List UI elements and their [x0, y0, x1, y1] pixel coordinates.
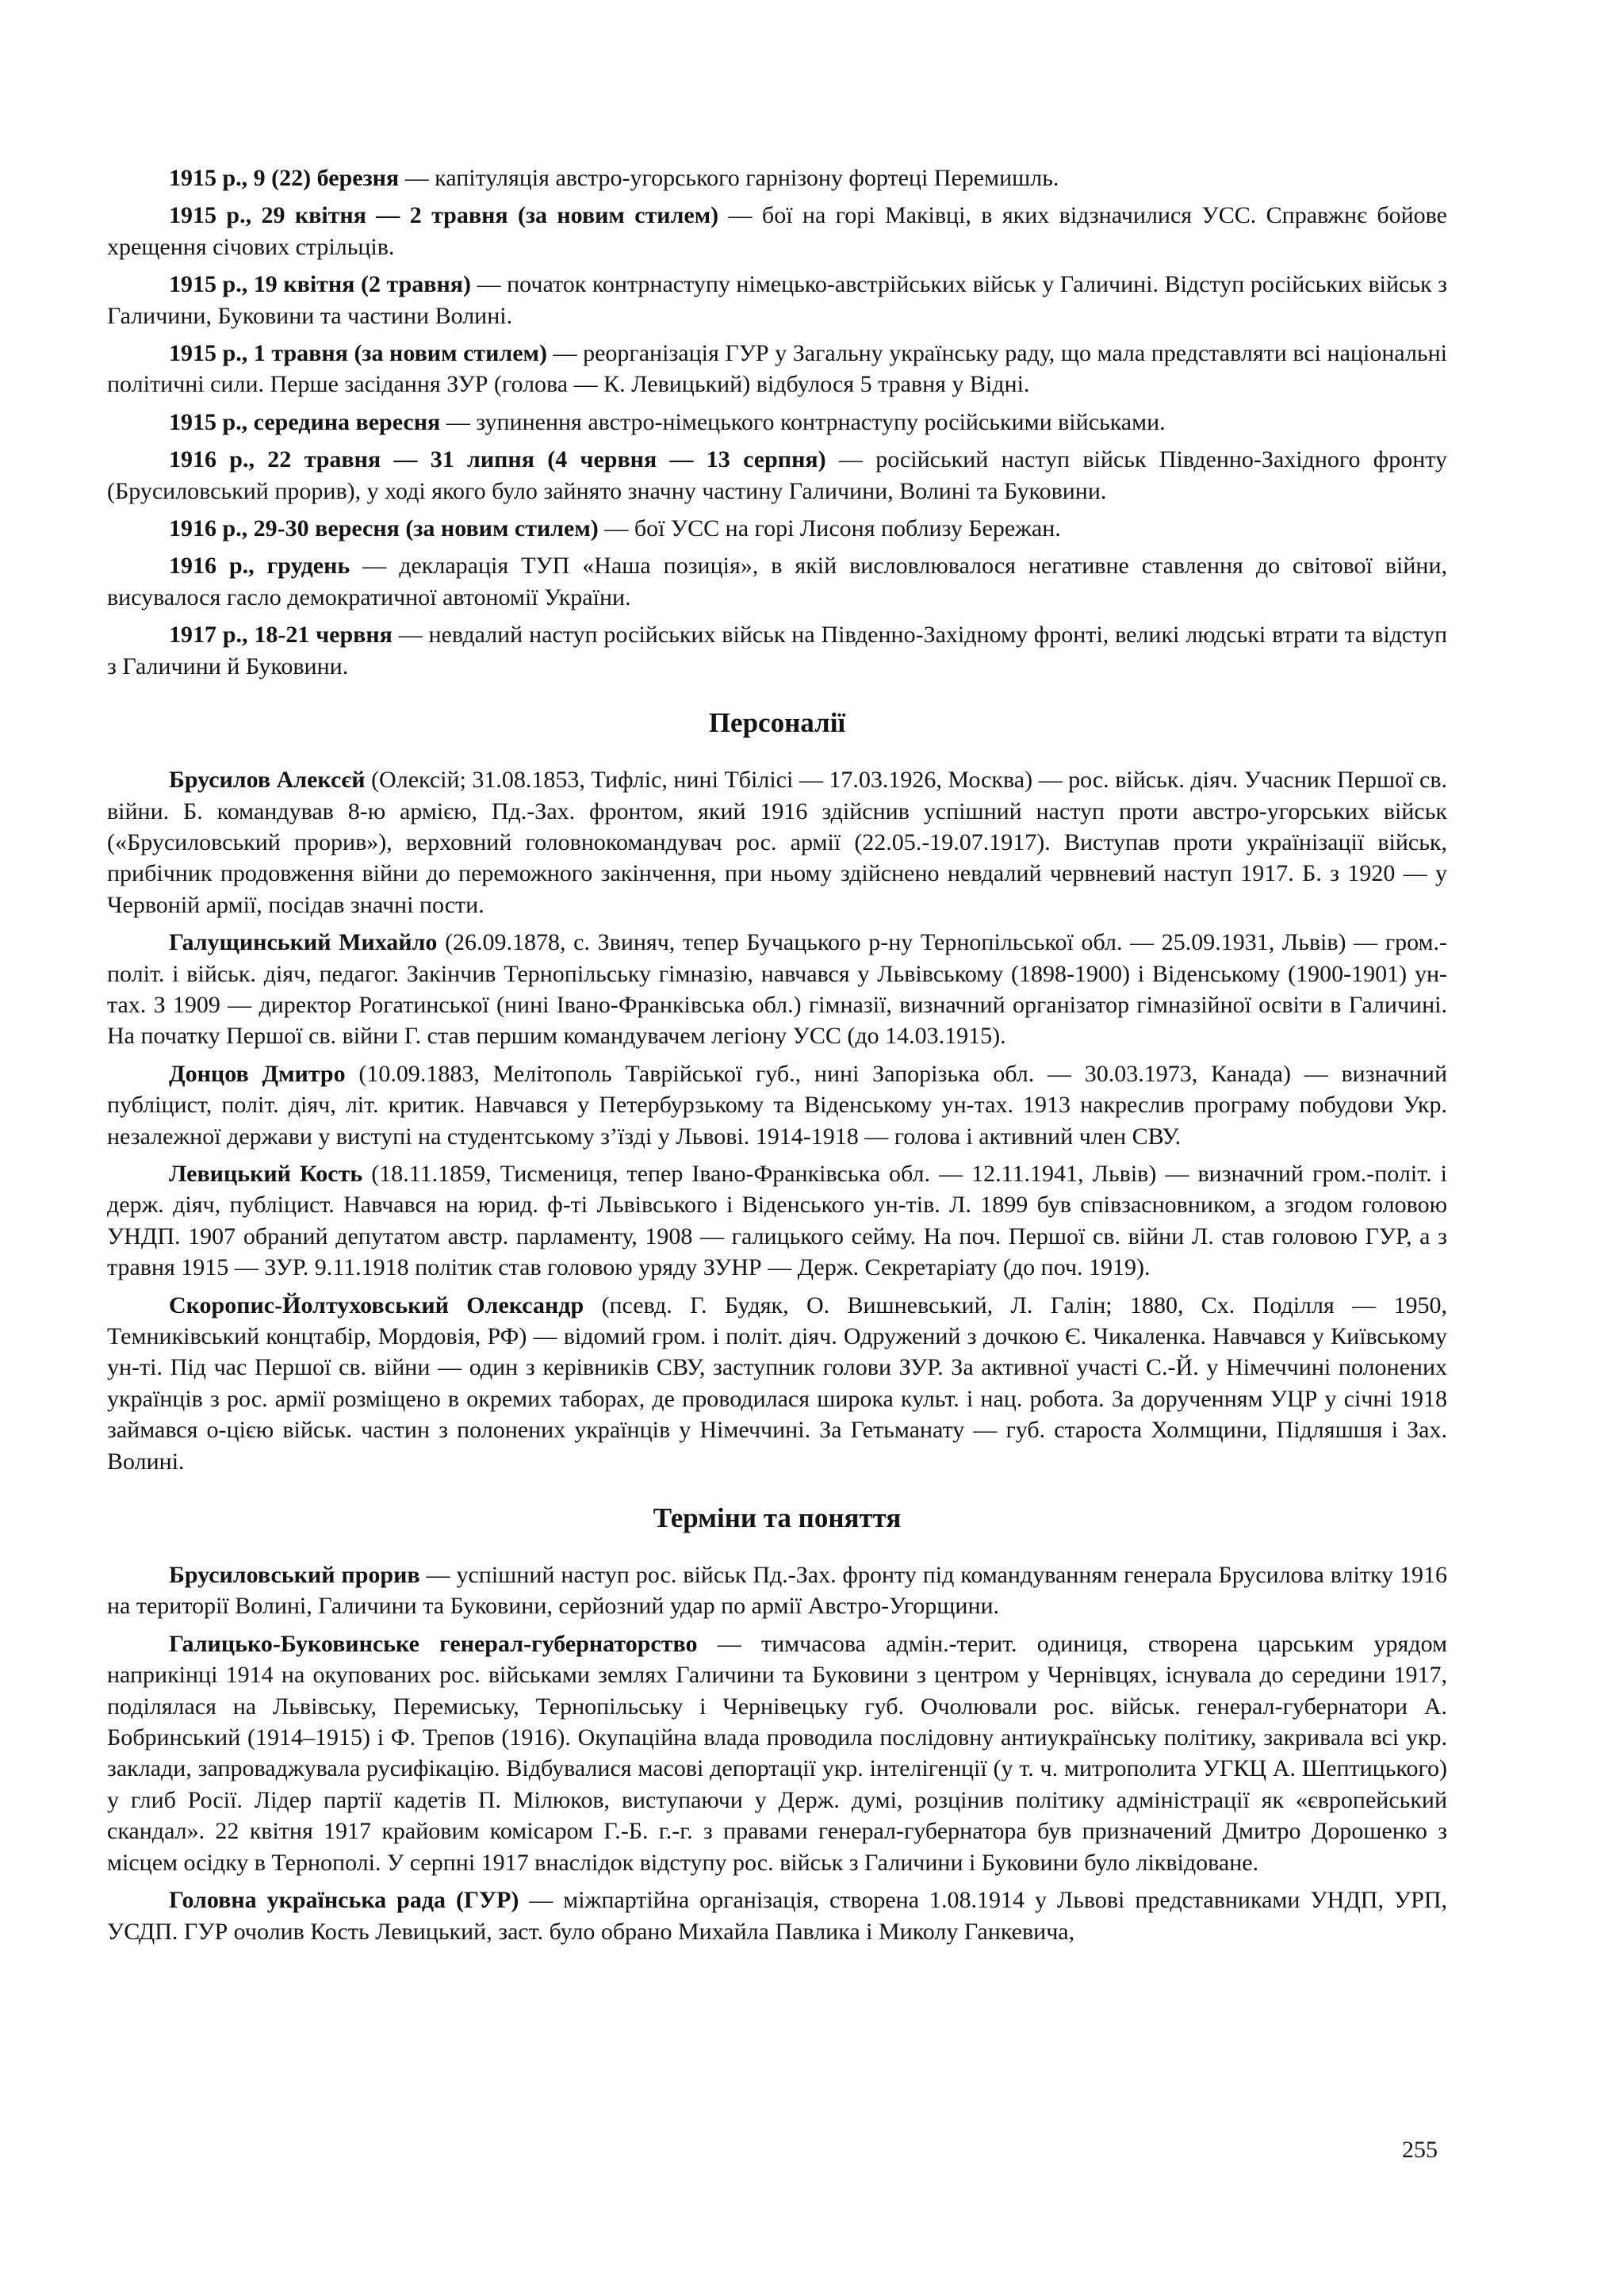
term-name: Головна українська рада (ГУР) — [169, 1887, 519, 1914]
document-page — [107, 163, 1447, 1954]
person-name: Скоропис-Йолтуховський Олександр — [169, 1292, 584, 1318]
term-definition: — тимчасова адмін.-терит. одиниця, створена царським урядом наприкінці 1914 на окупованих рос. військами землях Галичини та Буковини з центром у Чернівцях, існувала до середини 1917, поділялася на Львівську, Перемиську, Тернопільську і Чернівецьку губ. Очолювали рос. військ. генерал-губернатори А. Бобринський (1914–1915) і Ф. Трепов (1916). Окупаційна влада проводила послідовну антиукраїнську політику, закривала всі укр. заклади, запроваджувала русифікацію. Відбувалися масові депортації укр. інтелігенції (у т. ч. митрополита УГКЦ А. Шептицького) у глиб Росії. Лідер партії кадетів П. Мілюков, виступаючи у Держ. думі, розцінив політику адміністрації як «європейський скандал». 22 квітня 1917 крайовим комісаром Г.-Б. г.-г. з правами генерал-губернатора був призначений Дмитро Дорошенко з місцем осідку в Тернополі. У серпні 1917 внаслідок відступу рос. військ з Галичини і Буковини було ліквідоване. — [107, 1630, 1447, 1876]
entry-date: 1916 р., 29-30 вересня (за новим стилем) — [169, 515, 599, 542]
term-name: Брусиловський прорив — [169, 1562, 420, 1589]
entry-text: — капітуляція австро-угорського гарнізону фортеці Перемишль. — [399, 165, 1059, 191]
chronology-entry — [107, 200, 1447, 262]
person-entry — [107, 1290, 1447, 1477]
personalities-heading: Персоналії — [708, 707, 846, 739]
chronology-section — [107, 163, 1447, 682]
term-definition: — успішний наступ рос. військ Пд.-Зах. фронту під командуванням генерала Брусилова влітку 1916 на території Волині, Галичини та Буковини, серйозний удар по армії Австро-Угорщини. — [107, 1562, 1447, 1620]
chronology-entry — [107, 269, 1447, 331]
entry-text: — зупинення австро-німецького контрнаступу російськими військами. — [440, 408, 1166, 435]
entry-date: 1915 р., 29 квітня — 2 травня (за новим стилем) — [169, 202, 719, 229]
person-name: Левицький Кость — [169, 1160, 363, 1187]
terms-heading: Терміни та поняття — [653, 1502, 902, 1534]
term-entry — [107, 1885, 1447, 1947]
entry-date: 1915 р., 19 квітня (2 травня) — [169, 271, 471, 298]
person-bio: (псевд. Г. Будяк, О. Вишневський, Л. Галін; 1880, Сх. Поділля — 1950, Темниківський концтабір, Мордовія, РФ) — відомий гром. і політ. діяч. Одружений з дочкою Є. Чикаленка. Навчався у Київському ун-ті. Під час Першої св. війни — один з керівників СВУ, заступник голови ЗУР. За активної участі С.-Й. у Німеччині полонених українців з рос. армії розміщено в окремих таборах, де проводилася широка культ. і нац. робота. За дорученням УЦР у січні 1918 займався о-цією військ. частин з полонених українців у Німеччині. За Гетьманату — губ. староста Холмщини, Підляшшя і Зах. Волині. — [107, 1292, 1447, 1475]
person-bio: (18.11.1859, Тисмениця, тепер Івано-Франківська обл. — 12.11.1941, Львів) — визначний гром.-політ. і держ. діяч, публіцист. Навчався на юрид. ф-ті Львівського і Віденського ун-тів. Л. 1899 був співзасновником, а згодом головою УНДП. 1907 обраний депутатом австр. парламенту, 1908 — галицького сейму. На поч. Першої св. війни Л. став головою ГУР, а з травня 1915 — ЗУР. 9.11.1918 політик став головою уряду ЗУНР — Держ. Секретаріату (до поч. 1919). — [107, 1160, 1447, 1281]
entry-date: 1917 р., 18-21 червня — [169, 622, 393, 649]
entry-date: 1916 р., грудень — [169, 553, 350, 580]
person-name: Донцов Дмитро — [169, 1060, 346, 1087]
person-entry — [107, 764, 1447, 920]
entry-text: — російський наступ військ Південно-Західного фронту (Брусиловський прорив), у ході якого було зайнято значну частину Галичини, Волині та Буковини. — [107, 446, 1447, 504]
chronology-entry — [107, 550, 1447, 613]
entry-date: 1916 р., 22 травня — 31 липня (4 червня — 13 серпня) — [169, 446, 826, 473]
chronology-entry — [107, 338, 1447, 400]
person-entry — [107, 1058, 1447, 1152]
person-entry — [107, 927, 1447, 1052]
entry-date: 1915 р., 1 травня (за новим стилем) — [169, 340, 547, 367]
person-name: Галущинський Михайло — [169, 929, 438, 956]
person-bio: (26.09.1878, с. Звиняч, тепер Бучацького р-ну Тернопільської обл. — 25.09.1931, Львів) — гром.-політ. і військ. діяч, педагог. Закінчив Тернопільську гімназію, навчався у Львівському (1898-1900) і Віденському (1900-1901) ун-тах. З 1909 — директор Рогатинської (нині Івано-Франківська обл.) гімназії, визначний організатор гімназійної освіти в Галичині. На початку Першої св. війни Г. став першим командувачем легіону УСС (до 14.03.1915). — [107, 929, 1447, 1050]
term-entry — [107, 1559, 1447, 1622]
chronology-entry — [107, 407, 1447, 438]
chronology-entry — [107, 163, 1447, 193]
person-entry — [107, 1158, 1447, 1284]
entry-text: — декларація ТУП «Наша позиція», в якій висловлювалося негативне ставлення до світової війни, висувалося гасло демократичної автономії України. — [107, 553, 1447, 610]
chronology-entry — [107, 444, 1447, 507]
entry-date: 1915 р., середина вересня — [169, 408, 441, 435]
chronology-entry — [107, 619, 1447, 682]
term-entry — [107, 1628, 1447, 1878]
term-definition: — міжпартійна організація, створена 1.08.1914 у Львові представниками УНДП, УРП, УСДП. ГУР очолив Кость Левицький, заст. було обрано Михайла Павлика і Миколу Ганкевича, — [107, 1887, 1447, 1945]
page-number: 255 — [1402, 2137, 1438, 2163]
entry-date: 1915 р., 9 (22) березня — [169, 165, 400, 191]
personalities-section — [107, 764, 1447, 1477]
entry-text: — реорганізація ГУР у Загальну українську раду, що мала представляти всі національні політичні сили. Перше засідання ЗУР (голова — К. Левицький) відбулося 5 травня у Відні. — [107, 340, 1447, 398]
entry-text: — початок контрнаступу німецько-австрійських військ у Галичині. Відступ російських військ з Галичини, Буковини та частини Волині. — [107, 271, 1447, 329]
person-name: Брусилов Алексєй — [169, 767, 366, 794]
term-name: Галицько-Буковинське генерал-губернаторство — [169, 1630, 698, 1657]
terms-section — [107, 1559, 1447, 1947]
chronology-entry — [107, 513, 1447, 544]
entry-text: — бої УСС на горі Лисоня поблизу Бережан. — [598, 515, 1061, 542]
person-bio: (Олексій; 31.08.1853, Тифліс, нині Тбілісі — 17.03.1926, Москва) — рос. військ. діяч. Учасник Першої св. війни. Б. командував 8-ю армією, Пд.-Зах. фронтом, який 1916 здійснив успішний наступ проти австро-угорських військ («Брусиловський прорив»), верховний головнокомандувач рос. армії (22.05.-19.07.1917). Виступав проти українізації військ, прибічник продовження війни до переможного закінчення, при ньому здійснено невдалий червневий наступ 1917. Б. з 1920 — у Червоній армії, посідав значні пости. — [107, 767, 1447, 918]
entry-text: — бої на горі Маківці, в яких відзначилися УСС. Справжнє бойове хрещення січових стрільців. — [107, 202, 1447, 260]
person-bio: (10.09.1883, Мелітополь Таврійської губ., нині Запорізька обл. — 30.03.1973, Канада) — визначний публіцист, політ. діяч, літ. критик. Навчався у Петербурзькому та Віденському ун-тах. 1913 накреслив програму побудови Укр. незалежної держави у виступі на студентському з’їзді у Львові. 1914-1918 — голова і активний член СВУ. — [107, 1060, 1448, 1150]
entry-text: — невдалий наступ російських військ на Південно-Західному фронті, великі людські втрати та відступ з Галичини й Буковини. — [107, 622, 1447, 679]
